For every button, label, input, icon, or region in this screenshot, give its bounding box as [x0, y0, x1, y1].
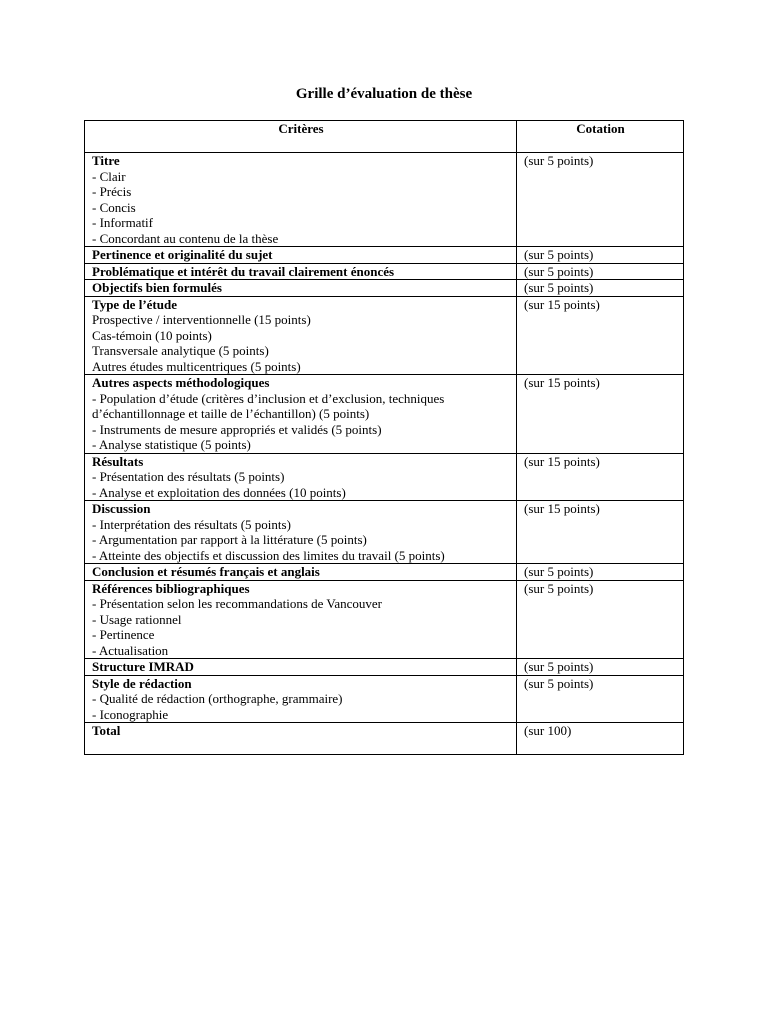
score-cell: (sur 15 points) — [517, 501, 684, 564]
table-row — [85, 675, 684, 723]
criterion-detail: - Informatif — [92, 215, 154, 230]
criterion-detail: - Actualisation — [92, 642, 169, 658]
criteria-cell — [85, 501, 517, 564]
criteria-cell — [85, 453, 517, 501]
criterion-title: Discussion — [92, 501, 151, 516]
criterion-detail: - Précis — [92, 184, 132, 199]
criterion-title: Autres aspects méthodologiques — [92, 375, 270, 390]
criterion-detail: - Concis — [92, 199, 136, 215]
table-row — [85, 375, 684, 454]
criterion-detail: - Population d’étude (critères d’inclusion et d’exclusion, techniques d’échantillonnage et taille de l’échantillon) (5 points) — [92, 390, 445, 421]
criterion-title: Résultats — [92, 453, 144, 469]
score-cell: (sur 15 points) — [517, 375, 684, 454]
score-cell: (sur 5 points) — [517, 247, 684, 264]
criterion-detail: - Analyse statistique (5 points) — [92, 437, 251, 452]
criterion-detail: - Iconographie — [92, 706, 169, 722]
table-row — [85, 153, 684, 247]
criterion-title: Style de rédaction — [92, 675, 192, 691]
score-cell: (sur 5 points) — [517, 659, 684, 676]
table-header-row — [85, 121, 684, 153]
table-row — [85, 580, 684, 659]
table-body — [85, 153, 684, 755]
criterion-title: Objectifs bien formulés — [92, 280, 222, 295]
criterion-detail: - Pertinence — [92, 627, 155, 642]
document-title: Grille d’évaluation de thèse — [295, 86, 473, 102]
criterion-title: Pertinence et originalité du sujet — [92, 247, 273, 262]
criterion-detail: - Interprétation des résultats (5 points) — [92, 516, 291, 532]
table-row — [85, 723, 684, 755]
score-cell: (sur 5 points) — [517, 564, 684, 581]
criteria-cell — [85, 247, 517, 264]
score-header: Cotation — [517, 121, 684, 153]
criterion-detail: - Clair — [92, 168, 126, 184]
criteria-cell — [85, 280, 517, 297]
table-row — [85, 280, 684, 297]
criteria-cell — [85, 296, 517, 375]
criterion-detail: - Usage rationnel — [92, 611, 182, 627]
criterion-detail: - Argumentation par rapport à la littérature (5 points) — [92, 532, 367, 547]
criterion-detail: - Concordant au contenu de la thèse — [92, 230, 279, 246]
criterion-detail: - Instruments de mesure appropriés et validés (5 points) — [92, 421, 382, 437]
criterion-title: Total — [92, 723, 121, 738]
criterion-detail: Prospective / interventionnelle (15 points) — [92, 312, 311, 327]
criteria-cell — [85, 580, 517, 659]
criterion-detail: Autres études multicentriques (5 points) — [92, 358, 301, 374]
criteria-cell — [85, 263, 517, 280]
score-cell: (sur 15 points) — [517, 453, 684, 501]
table-row — [85, 501, 684, 564]
criterion-detail: Cas-témoin (10 points) — [92, 327, 212, 343]
table-row — [85, 659, 684, 676]
criteria-cell — [85, 723, 517, 755]
criterion-detail: Transversale analytique (5 points) — [92, 343, 269, 358]
score-cell: (sur 15 points) — [517, 296, 684, 375]
table-row — [85, 247, 684, 264]
criterion-title: Titre — [92, 153, 120, 168]
criteria-cell — [85, 375, 517, 454]
criteria-cell — [85, 659, 517, 676]
criterion-detail: - Analyse et exploitation des données (10 points) — [92, 484, 346, 500]
criterion-detail: - Présentation des résultats (5 points) — [92, 469, 285, 484]
criteria-cell — [85, 675, 517, 723]
table-row — [85, 296, 684, 375]
table-row — [85, 564, 684, 581]
criteria-header: Critères — [85, 121, 517, 153]
criterion-title: Références bibliographiques — [92, 580, 250, 596]
score-cell: (sur 5 points) — [517, 263, 684, 280]
score-cell: (sur 5 points) — [517, 153, 684, 247]
evaluation-table — [84, 120, 684, 755]
criterion-title: Problématique et intérêt du travail clairement énoncés — [92, 263, 395, 279]
table-row — [85, 453, 684, 501]
criterion-title: Structure IMRAD — [92, 659, 194, 674]
criterion-detail: - Présentation selon les recommandations de Vancouver — [92, 596, 383, 611]
criterion-detail: - Atteinte des objectifs et discussion des limites du travail (5 points) — [92, 547, 445, 563]
table-row — [85, 263, 684, 280]
criteria-cell — [85, 564, 517, 581]
criterion-title: Conclusion et résumés français et anglais — [92, 564, 320, 579]
criterion-title: Type de l’étude — [92, 296, 177, 312]
score-cell: (sur 5 points) — [517, 675, 684, 723]
criteria-cell — [85, 153, 517, 247]
score-cell: (sur 100) — [517, 723, 684, 755]
score-cell: (sur 5 points) — [517, 580, 684, 659]
criterion-detail: - Qualité de rédaction (orthographe, grammaire) — [92, 691, 343, 706]
score-cell: (sur 5 points) — [517, 280, 684, 297]
